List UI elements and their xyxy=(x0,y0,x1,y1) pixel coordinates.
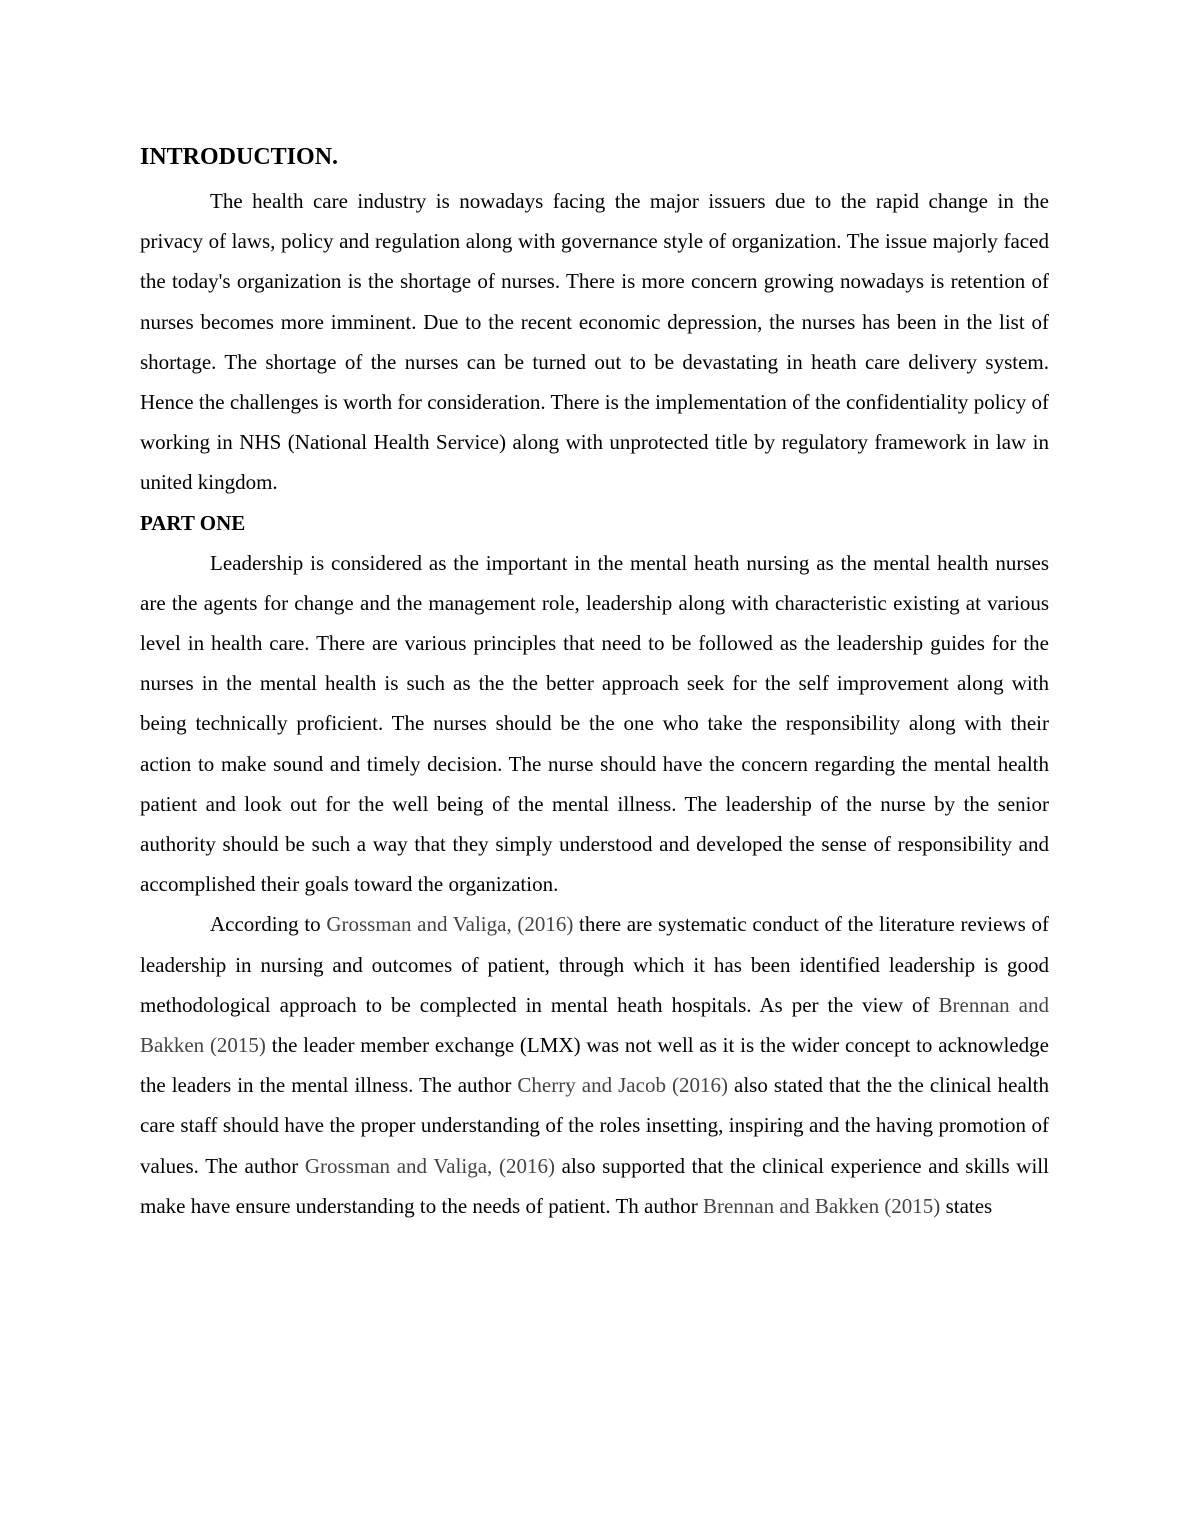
introduction-paragraph: The health care industry is nowadays facing the major issuers due to the rapid change in the privacy of laws, policy and regulation along with governance style of organization. The issue majorly faced the today's organization is the shortage of nurses. There is more concern growing nowadays is retention of nurses becomes more imminent. Due to the recent economic depression, the nurses has been in the list of shortage. The shortage of the nurses can be turned out to be devastating in heath care delivery system. Hence the challenges is worth for consideration. There is the implementation of the confidentiality policy of working in NHS (National Health Service) along with unprotected title by regulatory framework in law in united kingdom. xyxy=(140,189,1049,495)
part-one-heading: PART ONE xyxy=(140,510,246,535)
citation: Grossman and Valiga, (2016) xyxy=(326,912,574,937)
introduction-heading: INTRODUCTION. xyxy=(140,144,339,170)
part-one-paragraph: Leadership is considered as the important in the mental heath nursing as the mental health nurses are the agents for change and the management role, leadership along with characteristic existing at various level in health care. There are various principles that need to be followed as the leadership guides for the nurses in the mental health is such as the the better approach seek for the self improvement along with being technically proficient. The nurses should be the one who take the responsibility along with their action to make sound and timely decision. The nurse should have the concern regarding the mental health patient and look out for the well being of the mental illness. The leadership of the nurse by the senior authority should be such a way that they simply understood and developed the sense of responsibility and accomplished their goals toward the organization. xyxy=(140,550,1049,897)
para-text: According to xyxy=(210,912,327,937)
document-page xyxy=(140,140,1049,1226)
para-text: also supported that the clinical experience and skills will make have ensure understanding to the needs of patient. Th author xyxy=(140,1153,1049,1218)
para-text: also stated that the the clinical health care staff should have the proper understanding of the roles insetting, inspiring and the having promotion of values. The author xyxy=(140,1073,1049,1178)
literature-review-paragraph xyxy=(140,904,1049,1226)
citation: Brennan and Bakken (2015) xyxy=(140,992,1049,1058)
citation: Cherry and Jacob (2016) xyxy=(517,1073,728,1098)
citation: Brennan and Bakken (2015) xyxy=(702,1193,941,1218)
citation: Grossman and Valiga, (2016) xyxy=(304,1153,555,1178)
para-text: states xyxy=(940,1193,993,1218)
para-text: the leader member exchange (LMX) was not well as it is the wider concept to acknowledge the leaders in the mental illness. The author xyxy=(140,1033,1049,1098)
para-text: there are systematic conduct of the literature reviews of leadership in nursing and outcomes of patient, through which it has been identified leadership is good methodological approach to be complected in mental heath hospitals. As per the view of xyxy=(140,912,1049,1017)
